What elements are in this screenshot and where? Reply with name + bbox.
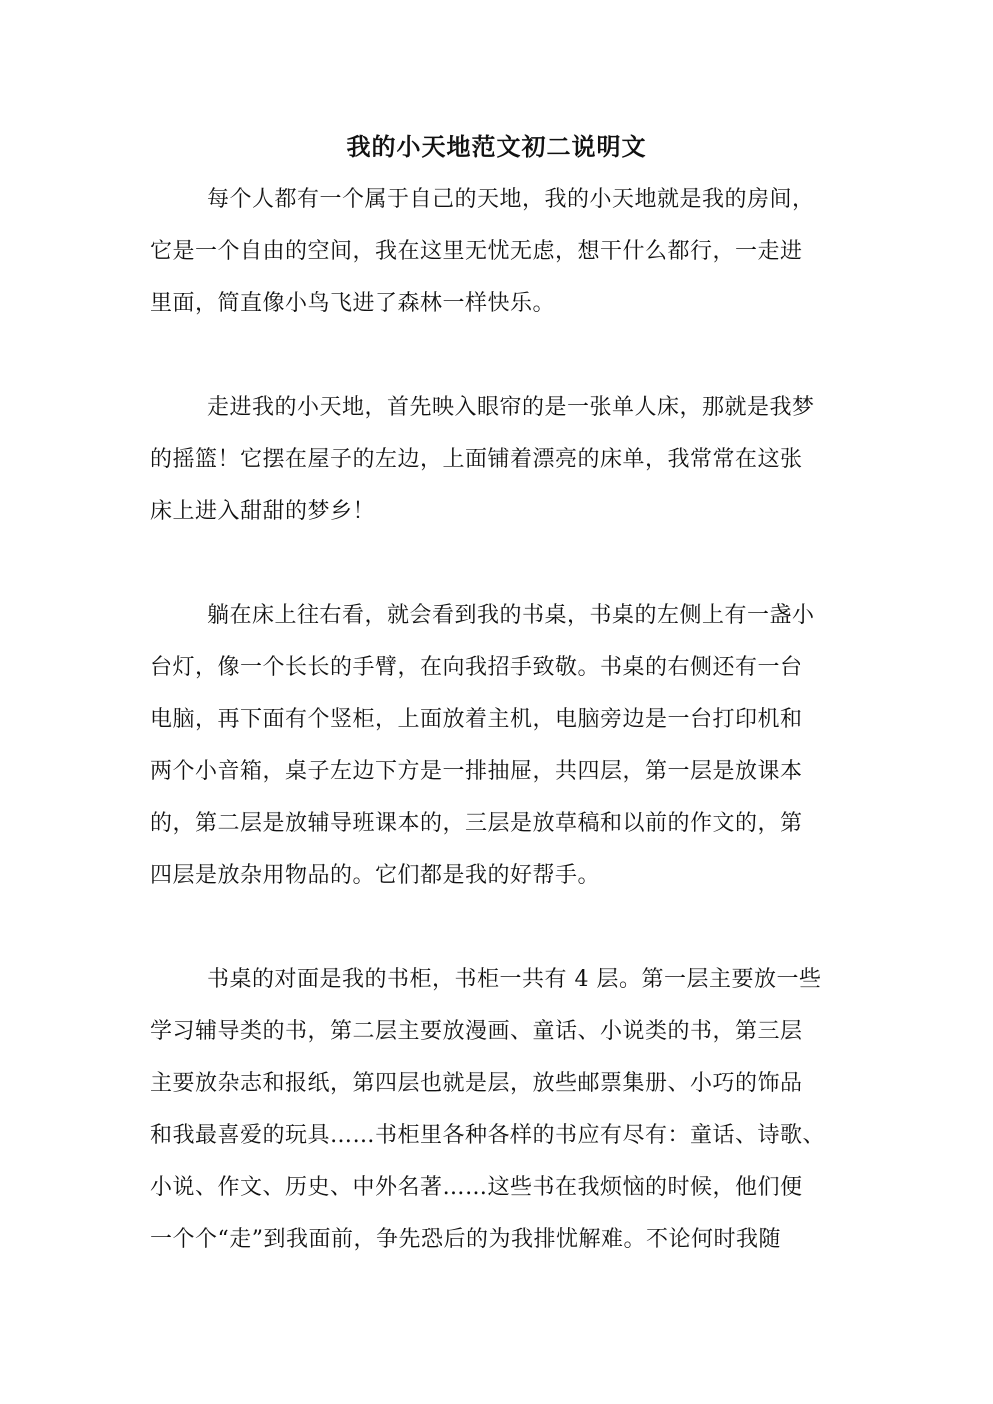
paragraph-3-line-1: 躺在床上往右看，就会看到我的书桌，书桌的左侧上有一盏小 xyxy=(207,603,815,628)
paragraph-1-line-1: 每个人都有一个属于自己的天地，我的小天地就是我的房间， xyxy=(207,187,815,212)
paragraph-3-line-2: 台灯，像一个长长的手臂，在向我招手致敬。书桌的右侧还有一台 xyxy=(150,655,803,680)
paragraph-3-line-3: 电脑，再下面有个竖柜，上面放着主机，电脑旁边是一台打印机和 xyxy=(150,707,803,732)
paragraph-3-line-4: 两个小音箱，桌子左边下方是一排抽屉，共四层，第一层是放课本 xyxy=(150,759,803,784)
paragraph-2-line-3: 床上进入甜甜的梦乡！ xyxy=(150,499,376,524)
paragraph-2-line-2: 的摇篮！它摆在屋子的左边，上面铺着漂亮的床单，我常常在这张 xyxy=(150,447,803,472)
paragraph-3-line-6: 四层是放杂用物品的。它们都是我的好帮手。 xyxy=(150,863,601,888)
document-title: 我的小天地范文初二说明文 xyxy=(346,132,647,161)
paragraph-4-line-1: 书桌的对面是我的书柜，书柜一共有 4 层。第一层主要放一些 xyxy=(207,967,822,992)
paragraph-4-line-3: 主要放杂志和报纸，第四层也就是层，放些邮票集册、小巧的饰品 xyxy=(150,1071,803,1096)
paragraph-2-line-1: 走进我的小天地，首先映入眼帘的是一张单人床，那就是我梦 xyxy=(207,395,815,420)
paragraph-4-line-4: 和我最喜爱的玩具……书柜里各种各样的书应有尽有：童话、诗歌、 xyxy=(150,1123,826,1148)
paragraph-4-line-5: 小说、作文、历史、中外名著……这些书在我烦恼的时候，他们便 xyxy=(150,1175,803,1200)
paragraph-3-line-5: 的，第二层是放辅导班课本的，三层是放草稿和以前的作文的，第 xyxy=(150,811,803,836)
paragraph-1-line-3: 里面，简直像小鸟飞进了森林一样快乐。 xyxy=(150,291,556,316)
paragraph-4-line-6: 一个个“走”到我面前，争先恐后的为我排忧解难。不论何时我随 xyxy=(150,1227,781,1252)
paragraph-1-line-2: 它是一个自由的空间，我在这里无忧无虑，想干什么都行，一走进 xyxy=(150,239,803,264)
paragraph-4-line-2: 学习辅导类的书，第二层主要放漫画、童话、小说类的书，第三层 xyxy=(150,1019,803,1044)
